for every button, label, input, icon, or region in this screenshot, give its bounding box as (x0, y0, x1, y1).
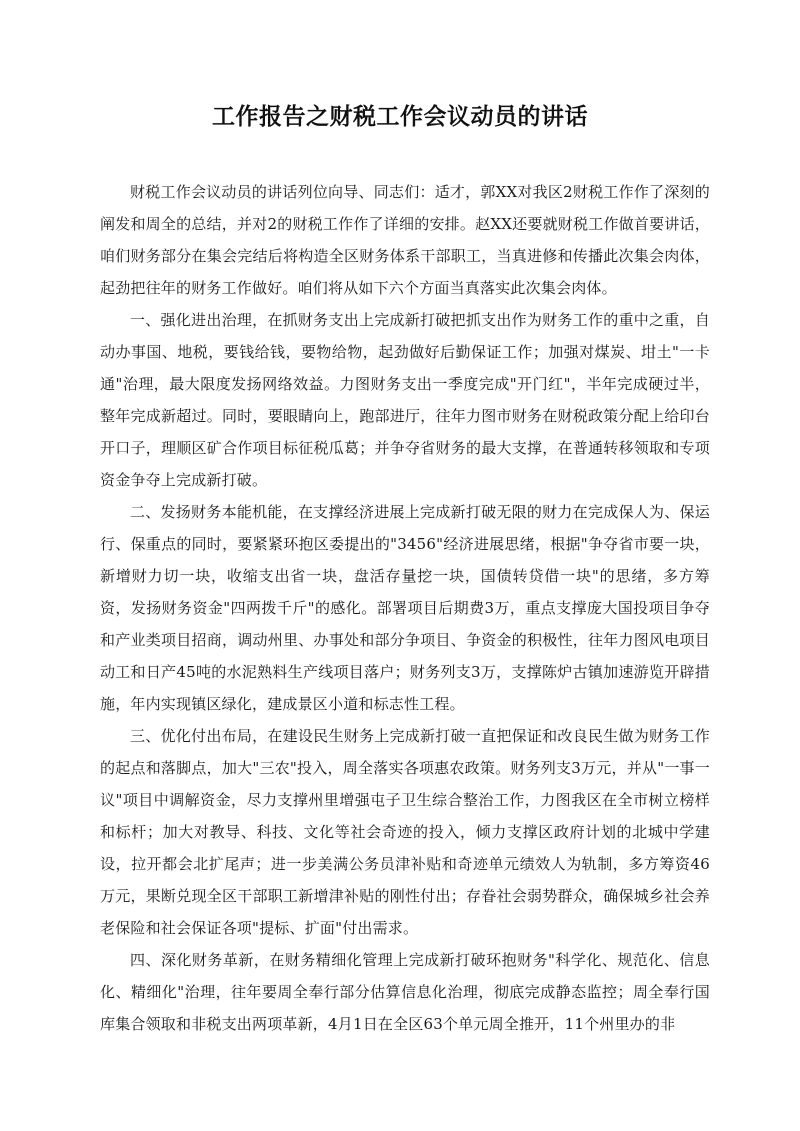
document-title: 工作报告之财税工作会议动员的讲话 (212, 104, 588, 130)
paragraph-intro: 财税工作会议动员的讲话列位向导、同志们：适才，郭XX对我区2财税工作作了深刻的阐发和周全的总结，并对2的财税工作作了详细的安排。赵XX还要就财税工作做首要讲话，咱们财务部分在集会完结后将构造全区财务体系干部职工，当真进修和传播此次集会肉体，起劲把往年的财务工作做好。咱们将从如下六个方面当真落实此次集会肉体。 (100, 183, 710, 297)
document-body (100, 176, 710, 1040)
paragraph-section-2: 二、发扬财务本能机能，在支撑经济进展上完成新打破无限的财力在完成保人为、保运行、保重点的同时，要紧紧环抱区委提出的"3456"经济进展思绪，根据"争夺省市要一块，新增财力切一块，收缩支出省一块，盘活存量挖一块，国债转贷借一块"的思绪，多方筹资，发扬财务资金"四两拨千斤"的感化。部署项目后期费3万，重点支撑庞大国投项目争夺和产业类项目招商，调动州里、办事处和部分争项目、争资金的积极性，往年力图风电项目动工和日产45吨的水泥熟料生产线项目落户；财务列支3万，支撑陈炉古镇加速游览开辟措施，年内实现镇区绿化，建成景区小道和标志性工程。 (100, 503, 710, 713)
paragraph-section-4: 四、深化财务革新，在财务精细化管理上完成新打破环抱财务"科学化、规范化、信息化、精细化"治理，往年要周全奉行部分估算信息化治理，彻底完成静态监控；周全奉行国库集合领取和非税支出两项革新，4月1日在全区63个单元周全推开，11个州里办的非 (100, 951, 710, 1033)
paragraph-section-3: 三、优化付出布局，在建设民生财务上完成新打破一直把保证和改良民生做为财务工作的起点和落脚点，加大"三农"投入，周全落实各项惠农政策。财务列支3万元，并从"一事一议"项目中调解资金，尽力支撑州里增强屯子卫生综合整治工作，力图我区在全市树立榜样和标杆；加大对教导、科技、文化等社会奇迹的投入，倾力支撑区政府计划的北城中学建设，拉开都会北扩尾声；进一步美满公务员津补贴和奇迹单元绩效人为轨制，多方筹资46万元，果断兑现全区干部职工新增津补贴的刚性付出；存眷社会弱势群众，确保城乡社会养老保险和社会保证各项"提标、扩面"付出需求。 (100, 727, 710, 937)
paragraph-section-1: 一、强化进出治理，在抓财务支出上完成新打破把抓支出作为财务工作的重中之重，自动办事国、地税，要钱给钱，要物给物，起劲做好后勤保证工作；加强对煤炭、坩土"一卡通"治理，最大限度发扬网络效益。力图财务支出一季度完成"开门红"，半年完成硬过半，整年完成新超过。同时，要眼睛向上，跑部进厅，往年力图市财务在财税政策分配上给印台开口子，理顺区矿合作项目标征税瓜葛；并争夺省财务的最大支撑，在普通转移领取和专项资金争夺上完成新打破。 (100, 311, 710, 489)
